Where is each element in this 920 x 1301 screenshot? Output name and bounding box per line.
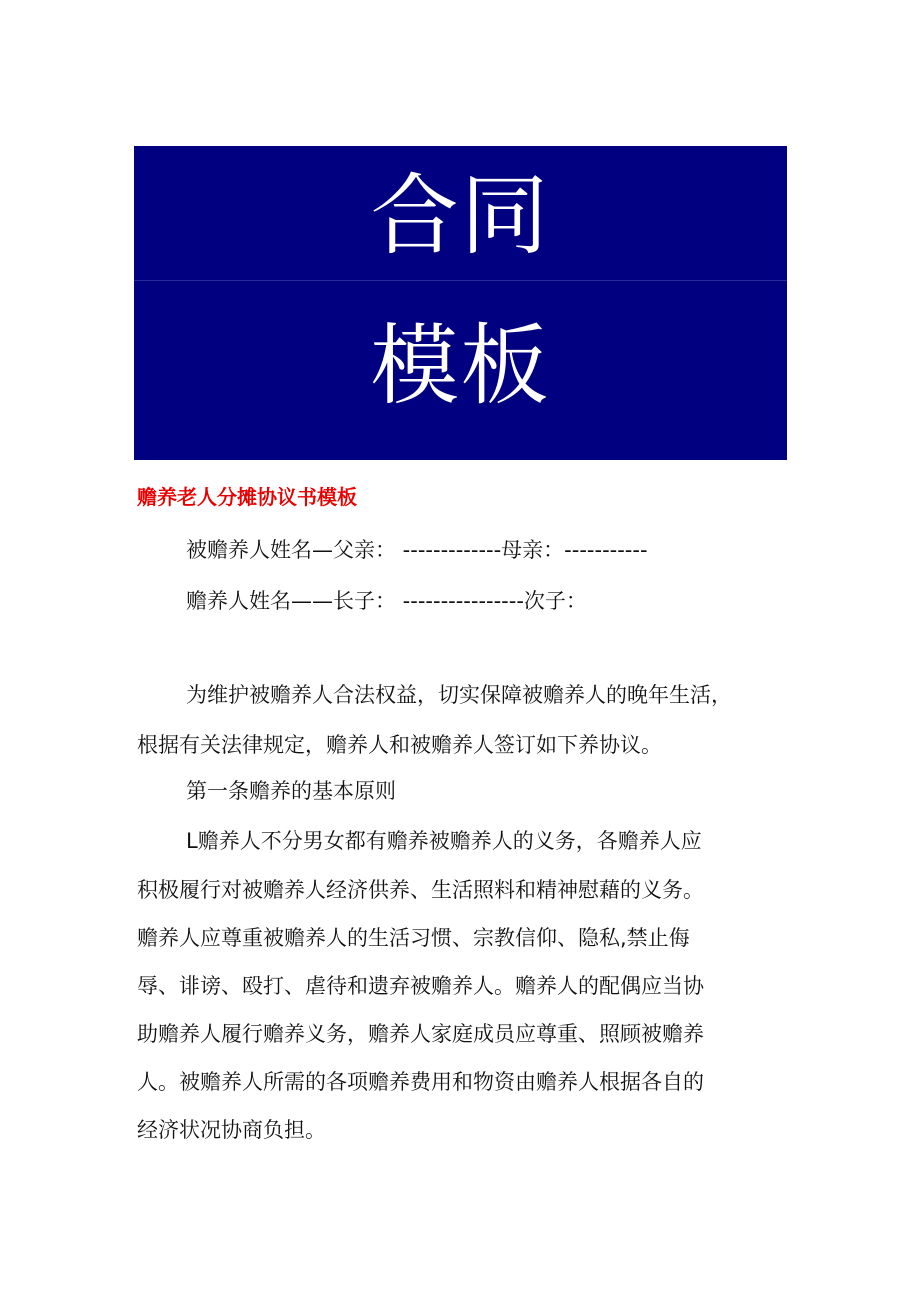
article-1-line: 辱、诽谤、殴打、虐待和遗弃被赡养人。赡养人的配偶应当协 (137, 974, 704, 998)
article-1-line: L赡养人不分男女都有赡养被赡养人的义务，各赡养人应 (186, 829, 702, 853)
parents-name-line: 被赡养人姓名—父亲： -------------母亲：----------- (186, 538, 648, 562)
preamble-line-1: 为维护被赡养人合法权益，切实保障被赡养人的晚年生活， (186, 683, 732, 707)
preamble-line-2: 根据有关法律规定，赡养人和被赡养人签订如下养协议。 (137, 733, 662, 757)
article-1-line: 人。被赡养人所需的各项赡养费用和物资由赡养人根据各自的 (137, 1070, 704, 1094)
banner-divider (134, 280, 787, 281)
article-1-line: 助赡养人履行赡养义务，赡养人家庭成员应尊重、照顾被赡养 (137, 1022, 704, 1046)
banner-title-line-2: 模板 (370, 314, 551, 417)
document-title: 赡养老人分摊协议书模板 (137, 485, 357, 509)
children-name-line: 赡养人姓名——长子： ----------------次子： (186, 589, 587, 613)
article-1-line: 赡养人应尊重被赡养人的生活习惯、宗教信仰、隐私,禁止侮 (137, 926, 690, 950)
article-1-line: 积极履行对被赡养人经济供养、生活照料和精神慰藉的义务。 (137, 878, 704, 902)
article-1-heading: 第一条赡养的基本原则 (186, 779, 396, 803)
article-1-line: 经济状况协商负担。 (137, 1118, 326, 1142)
cover-banner (134, 146, 787, 460)
banner-title-line-1: 合同 (370, 164, 551, 267)
